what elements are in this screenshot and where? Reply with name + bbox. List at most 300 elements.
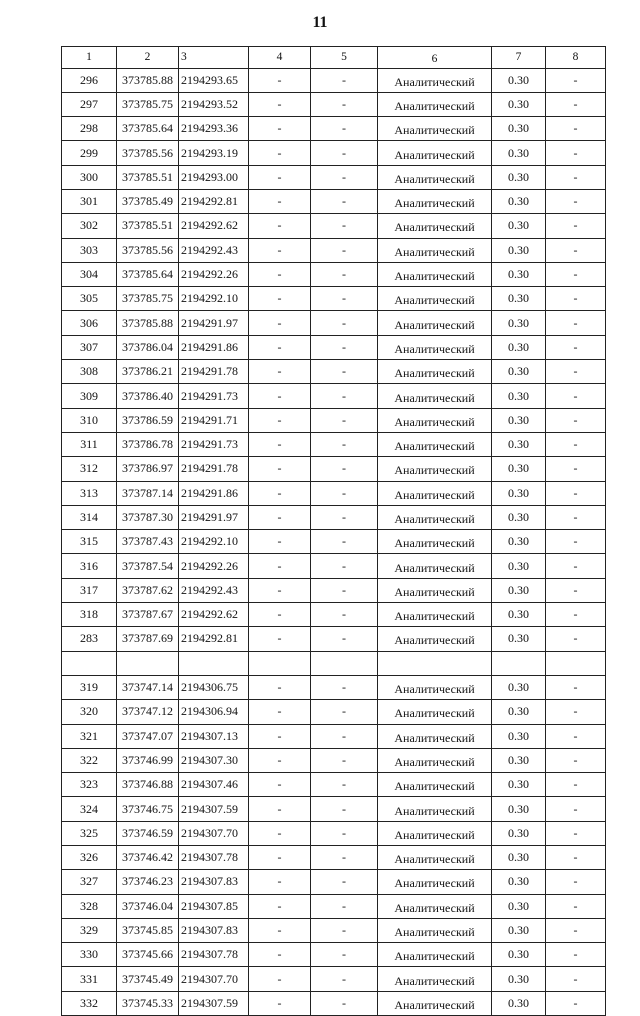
table-cell: Аналитический <box>378 894 492 918</box>
table-cell: 2194307.78 <box>179 846 249 870</box>
table-cell: - <box>311 748 378 772</box>
table-cell: - <box>311 627 378 651</box>
table-cell: - <box>249 530 311 554</box>
table-cell: - <box>249 408 311 432</box>
table-cell: 0.30 <box>492 748 546 772</box>
table-cell: 0.30 <box>492 603 546 627</box>
table-cell: Аналитический <box>378 262 492 286</box>
table-cell: - <box>546 773 606 797</box>
table-row <box>62 335 606 359</box>
table-cell: - <box>311 238 378 262</box>
table-cell: - <box>546 603 606 627</box>
table-cell: 2194292.10 <box>179 287 249 311</box>
table-row <box>62 287 606 311</box>
table-cell: 373785.56 <box>117 141 179 165</box>
table-cell: - <box>546 68 606 92</box>
table-cell: 0.30 <box>492 311 546 335</box>
table-cell: 304 <box>62 262 117 286</box>
table-cell: 0.30 <box>492 432 546 456</box>
table-cell: - <box>311 991 378 1015</box>
table-cell: - <box>249 214 311 238</box>
table-cell: 373787.62 <box>117 578 179 602</box>
table-cell: 298 <box>62 117 117 141</box>
table-cell: 301 <box>62 189 117 213</box>
table-cell: 320 <box>62 700 117 724</box>
table-cell: 0.30 <box>492 870 546 894</box>
table-cell: 0.30 <box>492 943 546 967</box>
table-cell: - <box>546 92 606 116</box>
table-cell: Аналитический <box>378 554 492 578</box>
table-cell: 0.30 <box>492 92 546 116</box>
table-row <box>62 700 606 724</box>
table-cell: - <box>249 870 311 894</box>
table-cell: 2194292.81 <box>179 189 249 213</box>
table-cell: 2194307.70 <box>179 967 249 991</box>
table-row <box>62 117 606 141</box>
table-cell: - <box>546 335 606 359</box>
table-cell: - <box>311 117 378 141</box>
table-row <box>62 675 606 699</box>
table-cell: - <box>249 603 311 627</box>
table-cell: 373746.75 <box>117 797 179 821</box>
table-cell: - <box>546 165 606 189</box>
table-cell: Аналитический <box>378 773 492 797</box>
table-cell: Аналитический <box>378 432 492 456</box>
table-cell: 0.30 <box>492 384 546 408</box>
table-cell: 373785.88 <box>117 68 179 92</box>
table-cell: 2194306.94 <box>179 700 249 724</box>
table-cell: - <box>311 505 378 529</box>
table-cell: 0.30 <box>492 141 546 165</box>
table-cell: - <box>546 675 606 699</box>
table-cell: - <box>311 675 378 699</box>
table-cell: - <box>546 894 606 918</box>
table-row <box>62 165 606 189</box>
table-cell: 309 <box>62 384 117 408</box>
table-cell: 2194292.62 <box>179 603 249 627</box>
table-cell <box>62 651 117 675</box>
table-cell: - <box>249 991 311 1015</box>
table-cell: 2194307.78 <box>179 943 249 967</box>
table-cell: - <box>249 189 311 213</box>
table-cell: 373785.75 <box>117 287 179 311</box>
table-row <box>62 92 606 116</box>
table-cell: 314 <box>62 505 117 529</box>
table-cell: - <box>546 700 606 724</box>
table-cell: - <box>249 967 311 991</box>
table-row <box>62 943 606 967</box>
table-cell: - <box>249 724 311 748</box>
table-cell: - <box>249 505 311 529</box>
table-cell: 0.30 <box>492 481 546 505</box>
table-cell: 0.30 <box>492 991 546 1015</box>
table-cell: - <box>249 481 311 505</box>
table-row <box>62 68 606 92</box>
table-cell: 373786.21 <box>117 360 179 384</box>
table-cell: Аналитический <box>378 675 492 699</box>
table-cell: 2194292.43 <box>179 578 249 602</box>
table-cell: Аналитический <box>378 165 492 189</box>
table-cell: - <box>249 117 311 141</box>
table-cell: 1 <box>62 47 117 69</box>
table-cell: - <box>546 821 606 845</box>
table-row <box>62 360 606 384</box>
table-cell: - <box>311 384 378 408</box>
table-cell: 308 <box>62 360 117 384</box>
table-cell: - <box>249 68 311 92</box>
table-cell: - <box>249 773 311 797</box>
table-cell: - <box>311 481 378 505</box>
table-cell: 318 <box>62 603 117 627</box>
table-cell: Аналитический <box>378 991 492 1015</box>
table-cell: - <box>546 360 606 384</box>
table-cell: 373746.88 <box>117 773 179 797</box>
table-cell: 373786.40 <box>117 384 179 408</box>
page-number: 11 <box>312 14 328 31</box>
table-cell: 373745.33 <box>117 991 179 1015</box>
table-cell: 373747.07 <box>117 724 179 748</box>
table-cell: - <box>311 457 378 481</box>
table-row <box>62 724 606 748</box>
table-cell: 4 <box>249 47 311 69</box>
table-cell: 302 <box>62 214 117 238</box>
table-cell: - <box>249 262 311 286</box>
table-cell: - <box>249 384 311 408</box>
table-cell: 323 <box>62 773 117 797</box>
table-cell: 373746.42 <box>117 846 179 870</box>
table-cell: 2194293.65 <box>179 68 249 92</box>
table-row <box>62 262 606 286</box>
table-cell: - <box>546 287 606 311</box>
table-row <box>62 603 606 627</box>
table-cell: - <box>311 724 378 748</box>
table-cell: 0.30 <box>492 117 546 141</box>
table-cell: Аналитический <box>378 189 492 213</box>
table-row <box>62 894 606 918</box>
table-cell: - <box>546 262 606 286</box>
table-cell: - <box>311 68 378 92</box>
table-cell: 0.30 <box>492 262 546 286</box>
table-cell: Аналитический <box>378 967 492 991</box>
table-cell: 373785.51 <box>117 165 179 189</box>
table-cell: 373785.64 <box>117 262 179 286</box>
table-cell: - <box>546 457 606 481</box>
table-cell: 315 <box>62 530 117 554</box>
table-cell: 0.30 <box>492 238 546 262</box>
table-cell: 0.30 <box>492 918 546 942</box>
table-cell: 373787.54 <box>117 554 179 578</box>
table-row <box>62 481 606 505</box>
table-cell: - <box>249 432 311 456</box>
table-cell: 373787.14 <box>117 481 179 505</box>
table-row <box>62 627 606 651</box>
table-cell: Аналитический <box>378 578 492 602</box>
table-cell: 2194307.59 <box>179 797 249 821</box>
table-cell: - <box>546 991 606 1015</box>
table-cell: - <box>311 943 378 967</box>
table-cell: - <box>249 238 311 262</box>
table-row <box>62 748 606 772</box>
table-cell: - <box>311 821 378 845</box>
table-cell: 0.30 <box>492 578 546 602</box>
table-cell: 373786.97 <box>117 457 179 481</box>
table-cell: 325 <box>62 821 117 845</box>
table-cell: 373745.66 <box>117 943 179 967</box>
table-cell: 373785.64 <box>117 117 179 141</box>
table-cell: 0.30 <box>492 773 546 797</box>
table-cell: - <box>249 578 311 602</box>
table-cell: 2194307.13 <box>179 724 249 748</box>
table-cell: - <box>249 700 311 724</box>
table-cell: - <box>546 530 606 554</box>
table-cell: Аналитический <box>378 214 492 238</box>
table-cell: 373746.99 <box>117 748 179 772</box>
table-cell: 305 <box>62 287 117 311</box>
table-cell: 307 <box>62 335 117 359</box>
table-cell: 312 <box>62 457 117 481</box>
table-cell: - <box>546 918 606 942</box>
table-cell: 2194307.85 <box>179 894 249 918</box>
table-cell: 0.30 <box>492 700 546 724</box>
table-cell: - <box>546 481 606 505</box>
table-row <box>62 141 606 165</box>
table-cell: - <box>311 578 378 602</box>
table-cell: - <box>546 432 606 456</box>
table-cell: Аналитический <box>378 603 492 627</box>
table-cell: Аналитический <box>378 943 492 967</box>
table-cell <box>546 651 606 675</box>
table-cell: - <box>311 894 378 918</box>
table-cell: - <box>311 797 378 821</box>
table-cell: - <box>311 141 378 165</box>
table-cell: Аналитический <box>378 287 492 311</box>
table-cell: 373786.59 <box>117 408 179 432</box>
table-cell: Аналитический <box>378 408 492 432</box>
table-cell: - <box>546 578 606 602</box>
table-cell: - <box>311 360 378 384</box>
table-cell: - <box>249 894 311 918</box>
table-cell: 373785.56 <box>117 238 179 262</box>
table-cell: Аналитический <box>378 311 492 335</box>
table-cell: 8 <box>546 47 606 69</box>
table-row <box>62 797 606 821</box>
table-cell: 373785.51 <box>117 214 179 238</box>
table-cell: - <box>311 700 378 724</box>
table-row <box>62 846 606 870</box>
table-row <box>62 821 606 845</box>
table-cell: - <box>546 943 606 967</box>
table-cell: 2194291.78 <box>179 360 249 384</box>
table-cell: 0.30 <box>492 189 546 213</box>
table-cell: 300 <box>62 165 117 189</box>
table-cell: 373746.23 <box>117 870 179 894</box>
table-cell: 0.30 <box>492 627 546 651</box>
table-cell: 373787.43 <box>117 530 179 554</box>
table-cell: - <box>311 967 378 991</box>
table-cell: - <box>546 238 606 262</box>
table-cell: - <box>311 846 378 870</box>
table-row <box>62 530 606 554</box>
table-cell: 2194293.00 <box>179 165 249 189</box>
table-cell <box>249 651 311 675</box>
table-cell: Аналитический <box>378 481 492 505</box>
table-cell: 0.30 <box>492 360 546 384</box>
table-cell: 2194291.71 <box>179 408 249 432</box>
table-cell: - <box>546 311 606 335</box>
table-cell: 6 <box>378 47 492 69</box>
table-cell: - <box>249 821 311 845</box>
table-cell: 313 <box>62 481 117 505</box>
table-cell: Аналитический <box>378 117 492 141</box>
table-cell: 296 <box>62 68 117 92</box>
table-cell: 373747.12 <box>117 700 179 724</box>
coordinates-table <box>61 46 606 1016</box>
table-cell: 373786.78 <box>117 432 179 456</box>
table-cell: Аналитический <box>378 238 492 262</box>
table-cell: 326 <box>62 846 117 870</box>
table-cell: Аналитический <box>378 530 492 554</box>
table-cell: 373785.49 <box>117 189 179 213</box>
table-cell: - <box>546 384 606 408</box>
table-cell: 311 <box>62 432 117 456</box>
table-cell: - <box>249 311 311 335</box>
table-cell: 2194306.75 <box>179 675 249 699</box>
table-cell: 2194291.86 <box>179 335 249 359</box>
table-cell: - <box>311 189 378 213</box>
table-cell: 0.30 <box>492 821 546 845</box>
table-cell: 2194292.26 <box>179 262 249 286</box>
table-cell: Аналитический <box>378 918 492 942</box>
table-cell: 373786.04 <box>117 335 179 359</box>
table-cell: 373787.30 <box>117 505 179 529</box>
table-cell: 2194293.36 <box>179 117 249 141</box>
table-cell: 303 <box>62 238 117 262</box>
table-cell: 373747.14 <box>117 675 179 699</box>
table-cell: 2194292.26 <box>179 554 249 578</box>
table-cell: - <box>249 846 311 870</box>
table-cell: 0.30 <box>492 797 546 821</box>
table-cell: - <box>311 311 378 335</box>
table-cell: Аналитический <box>378 141 492 165</box>
table-cell: - <box>311 214 378 238</box>
table-cell: 2194307.83 <box>179 918 249 942</box>
table-cell: 283 <box>62 627 117 651</box>
table-cell: 0.30 <box>492 287 546 311</box>
table-cell <box>179 651 249 675</box>
table-row <box>62 432 606 456</box>
table-cell: - <box>249 92 311 116</box>
table-row <box>62 189 606 213</box>
table-cell: - <box>249 627 311 651</box>
table-cell: Аналитический <box>378 748 492 772</box>
table-row <box>62 214 606 238</box>
table-cell: Аналитический <box>378 724 492 748</box>
table-cell: 0.30 <box>492 68 546 92</box>
table-cell: - <box>249 797 311 821</box>
table-cell: - <box>311 262 378 286</box>
table-cell: 373746.59 <box>117 821 179 845</box>
table-cell: 0.30 <box>492 675 546 699</box>
table-cell: Аналитический <box>378 92 492 116</box>
table-cell: 0.30 <box>492 165 546 189</box>
table-row <box>62 505 606 529</box>
table-cell: 373745.85 <box>117 918 179 942</box>
table-cell: 2194291.86 <box>179 481 249 505</box>
table-row <box>62 457 606 481</box>
table-cell: 373787.69 <box>117 627 179 651</box>
table-cell: 3 <box>179 47 249 69</box>
table-cell: - <box>546 797 606 821</box>
table-cell: 2194293.52 <box>179 92 249 116</box>
table-cell: - <box>546 141 606 165</box>
table-cell: 2194291.73 <box>179 432 249 456</box>
table-cell: 2194291.97 <box>179 505 249 529</box>
table-cell <box>378 651 492 675</box>
table-cell: - <box>311 554 378 578</box>
table-cell: Аналитический <box>378 627 492 651</box>
table-cell: Аналитический <box>378 360 492 384</box>
table-cell: 2194291.78 <box>179 457 249 481</box>
table-cell: - <box>249 335 311 359</box>
table-cell: - <box>546 967 606 991</box>
table-cell: - <box>311 335 378 359</box>
table-cell: 373745.49 <box>117 967 179 991</box>
table-cell: 330 <box>62 943 117 967</box>
table-row <box>62 311 606 335</box>
table-cell: 306 <box>62 311 117 335</box>
table-cell: 373787.67 <box>117 603 179 627</box>
table-cell: - <box>546 627 606 651</box>
table-cell: - <box>249 141 311 165</box>
table-row <box>62 408 606 432</box>
table-cell: 319 <box>62 675 117 699</box>
table-cell: 317 <box>62 578 117 602</box>
table-cell: 373746.04 <box>117 894 179 918</box>
table-cell: 0.30 <box>492 335 546 359</box>
table-cell: Аналитический <box>378 797 492 821</box>
table-row <box>62 918 606 942</box>
table-cell: 328 <box>62 894 117 918</box>
table-cell: 2194307.46 <box>179 773 249 797</box>
table-cell: 5 <box>311 47 378 69</box>
table-row <box>62 384 606 408</box>
table-cell: - <box>249 943 311 967</box>
table-row <box>62 773 606 797</box>
table-cell <box>492 651 546 675</box>
table-cell: - <box>546 724 606 748</box>
table-cell: - <box>546 214 606 238</box>
table-cell: - <box>546 554 606 578</box>
table-header-row <box>62 47 606 69</box>
table-cell <box>117 651 179 675</box>
table-row <box>62 991 606 1015</box>
table-cell: 316 <box>62 554 117 578</box>
table-cell: 2 <box>117 47 179 69</box>
table-cell: - <box>249 554 311 578</box>
table-cell: 329 <box>62 918 117 942</box>
table-cell: 2194293.19 <box>179 141 249 165</box>
table-cell: 7 <box>492 47 546 69</box>
table-cell: - <box>311 530 378 554</box>
table-cell: - <box>546 189 606 213</box>
table-cell: - <box>249 287 311 311</box>
table-cell: - <box>546 505 606 529</box>
table-cell: - <box>249 675 311 699</box>
table-cell: - <box>546 846 606 870</box>
table-cell: - <box>546 408 606 432</box>
table-cell: 2194307.30 <box>179 748 249 772</box>
table-cell: 2194292.81 <box>179 627 249 651</box>
